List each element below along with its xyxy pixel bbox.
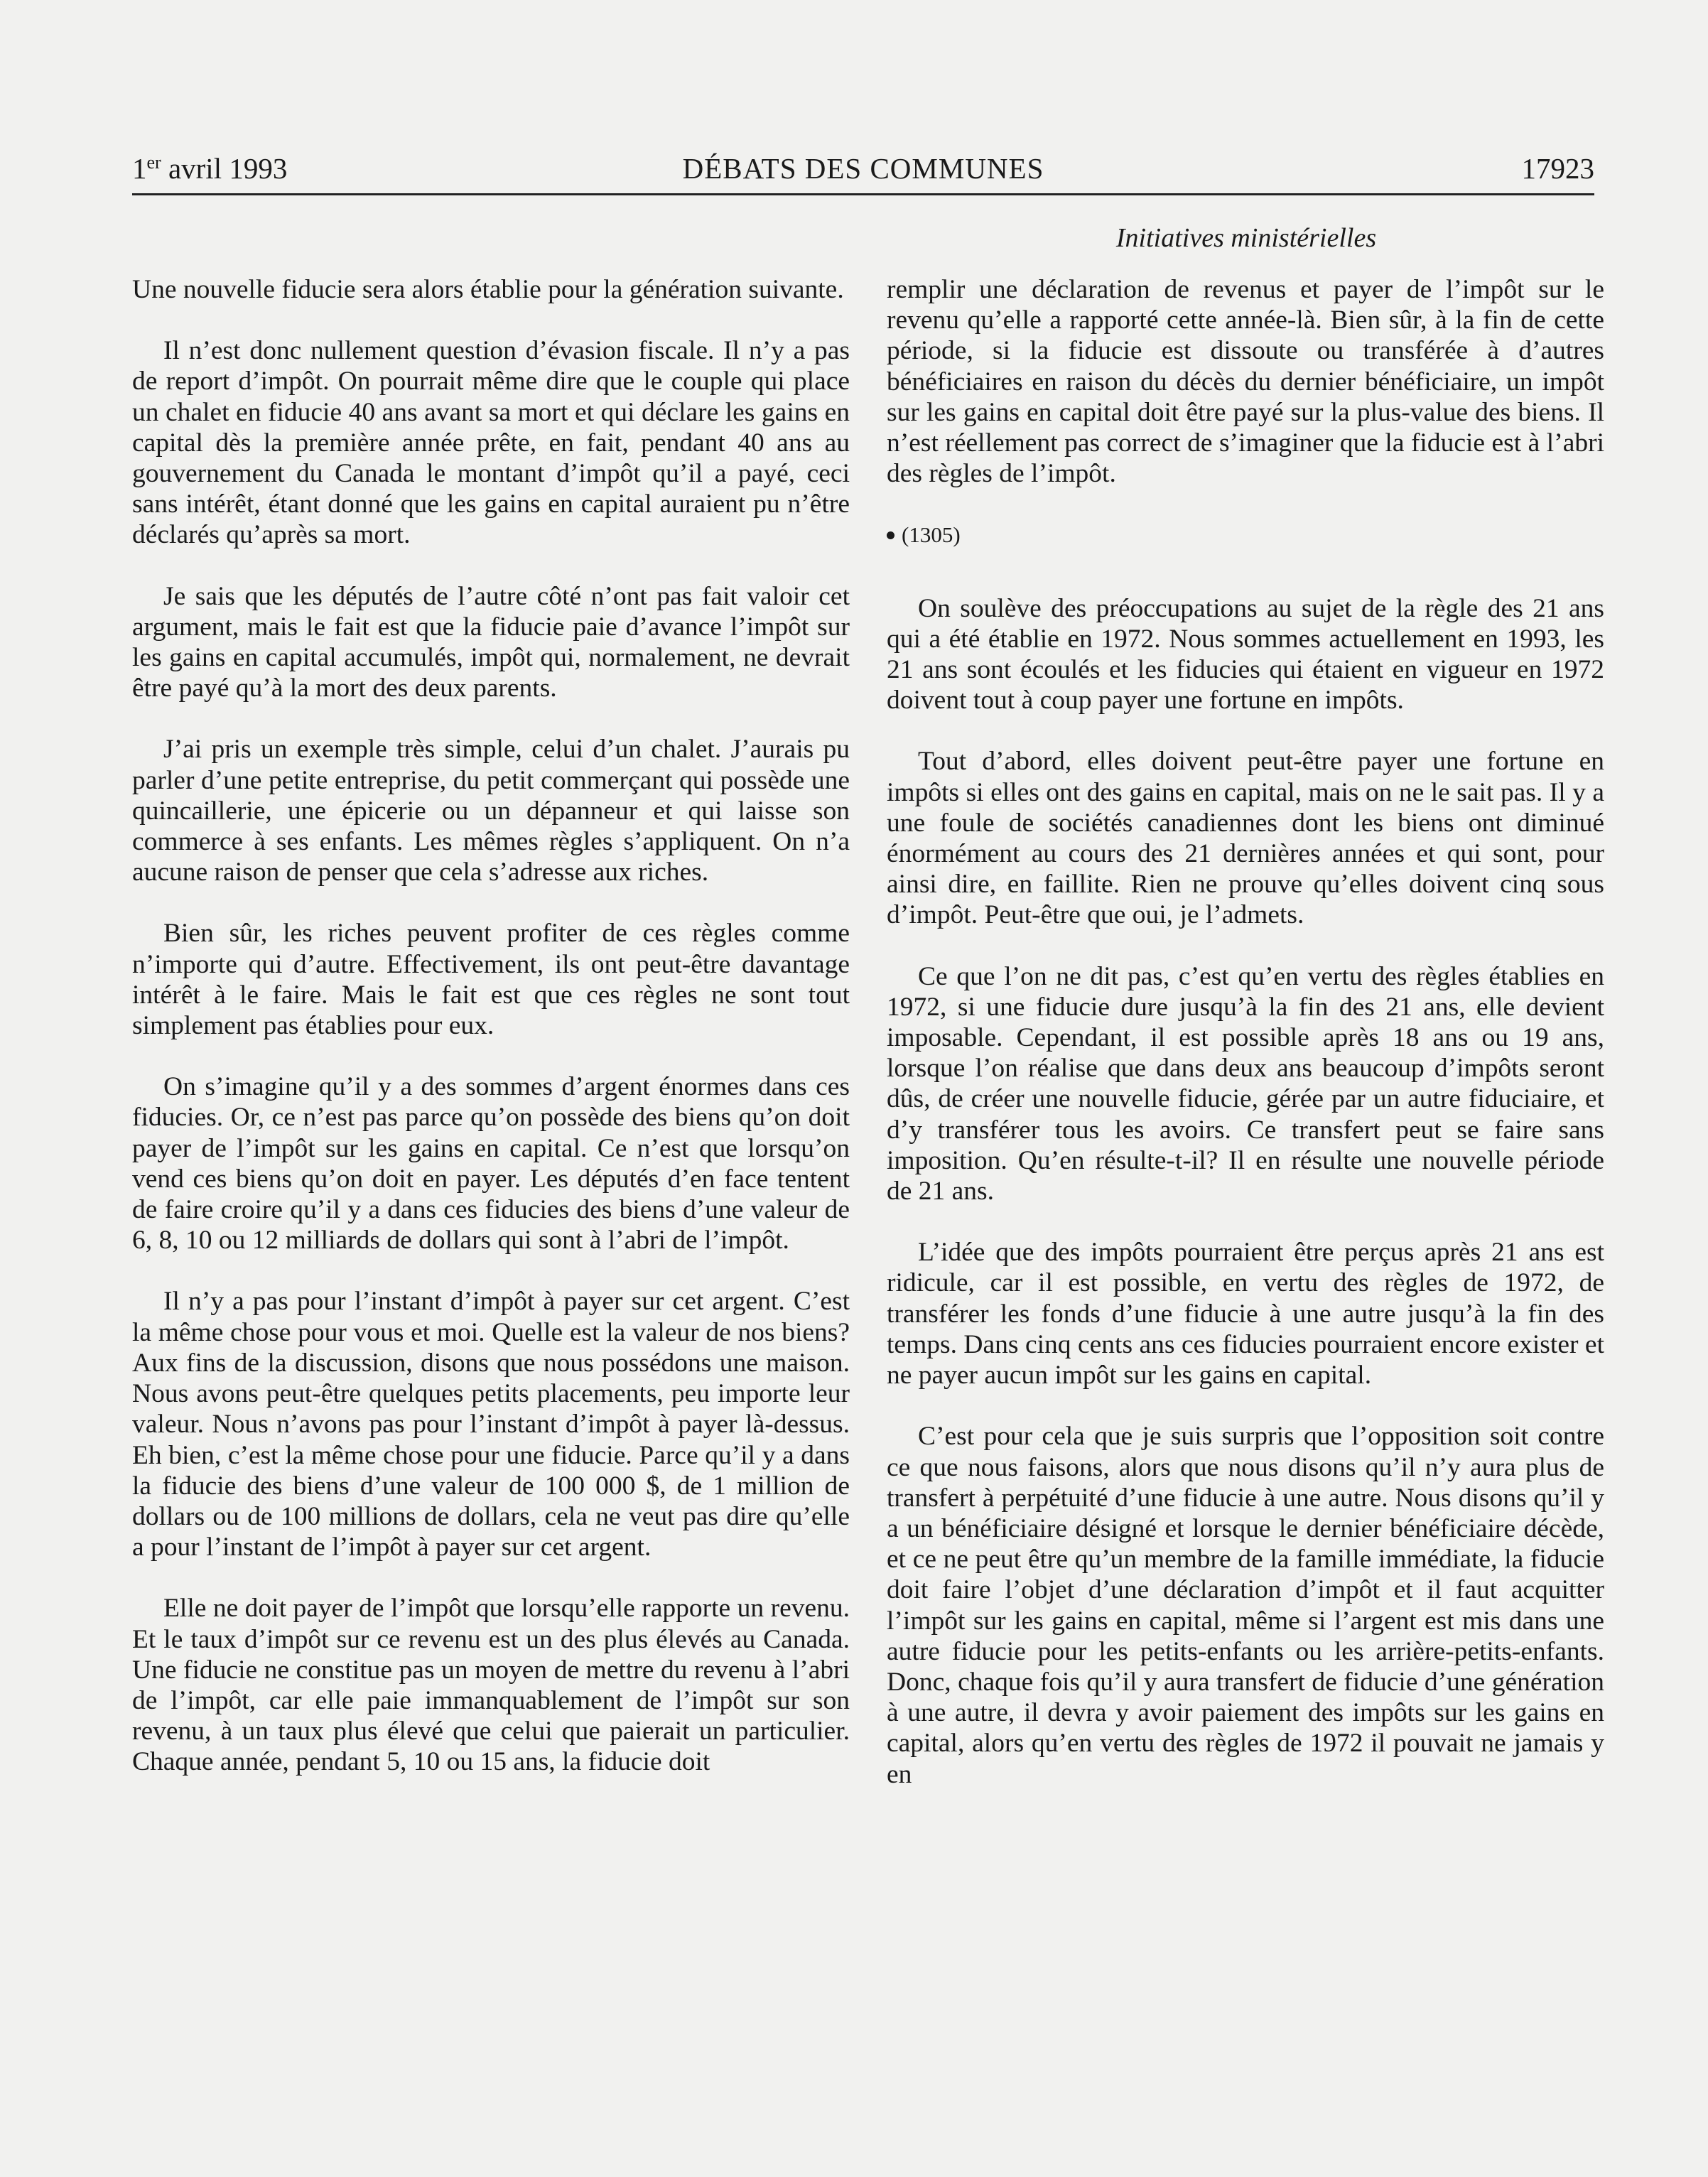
paragraph: Je sais que les députés de l’autre côté n’ont pas fait valoir cet argument, mais le fait est que la fiducie paie d’avance l’impôt sur les gains en capital accumulés, impôt qui, normalement, ne devrait être payé qu’à la mort des deux parents. [132,581,850,703]
header-date-day: 1 [132,152,147,185]
page-header [132,148,1594,195]
right-column [887,274,1604,1820]
paragraph: Bien sûr, les riches peuvent profiter de ces règles comme n’importe qui d’autre. Effectivement, ils ont peut-être davantage intérêt à le faire. Mais le fait est que ces règles ne sont tout simplement pas établies pour eux. [132,919,850,1041]
bullet-icon [887,531,894,539]
left-column [132,274,850,1808]
timestamp-marker [887,519,1604,550]
paragraph: C’est pour cela que je suis surpris que l’opposition soit contre ce que nous faisons, alors que nous disons qu’il n’y aura plus de transfert à perpétuité d’une fiducie à une autre. Nous disons qu’il y a un bénéficiaire désigné et lorsque le dernier bénéficiaire décède, et ce ne peut être qu’un membre de la famille immédiate, la fiducie doit faire l’objet d’une déclaration d’impôt et il faut acquitter l’impôt sur les gains en capital, même si l’argent est mis dans une autre fiducie pour les petits-enfants ou les arrière-petits-enfants. Donc, chaque fois qu’il y aura transfert de fiducie d’une génération à une autre, il devra y avoir paiement des impôts sur les gains en capital, alors qu’en vertu des règles de 1972 il pouvait ne jamais y en [887,1422,1604,1789]
paragraph: On soulève des préoccupations au sujet de la règle des 21 ans qui a été établie en 1972. Nous sommes actuellement en 1993, les 21 ans sont écoulés et les fiducies qui étaient en vigueur en 1972 doivent tout à coup payer une fortune en impôts. [887,593,1604,715]
paragraph: Ce que l’on ne dit pas, c’est qu’en vertu des règles établies en 1972, si une fiducie dure jusqu’à la fin des 21 ans, elle devient imposable. Cependant, il est possible après 18 ans ou 19 ans, lorsque l’on réalise que dans deux ans beaucoup d’impôts seront dûs, de créer une nouvelle fiducie, gérée par un autre fiduciaire, et d’y transférer tous les avoirs. Ce transfert peut se faire sans imposition. Qu’en résulte-t-il? Il en résulte une nouvelle période de 21 ans. [887,961,1604,1206]
header-date-rest: avril 1993 [161,152,288,185]
header-title: DÉBATS DES COMMUNES [682,152,1044,185]
paragraph: Elle ne doit payer de l’impôt que lorsqu’elle rapporte un revenu. Et le taux d’impôt sur ce revenu est un des plus élevés au Canada. Une fiducie ne constitue pas un moyen de mettre du revenu à l’abri de l’impôt, car elle paie immanquablement de l’impôt sur son revenu, à un taux plus élevé que celui que paierait un particulier. Chaque année, pendant 5, 10 ou 15 ans, la fiducie doit [132,1594,850,1777]
header-page-number: 17923 [1521,152,1594,185]
paragraph: On s’imagine qu’il y a des sommes d’argent énormes dans ces fiducies. Or, ce n’est pas parce qu’on possède des biens qu’on doit payer de l’impôt sur les gains en capital. Ce n’est que lorsqu’on vend ces biens qu’on doit en payer. Les députés d’en face tentent de faire croire qu’il y a dans ces fiducies des biens d’une valeur de 6, 8, 10 ou 12 milliards de dollars qui sont à l’abri de l’impôt. [132,1072,850,1255]
paragraph: Il n’y a pas pour l’instant d’impôt à payer sur cet argent. C’est la même chose pour vous et moi. Quelle est la valeur de nos biens? Aux fins de la discussion, disons que nous possédons une maison. Nous avons peut-être quelques petits placements, peu importe leur valeur. Nous n’avons pas pour l’instant d’impôt à payer là-dessus. Eh bien, c’est la même chose pour une fiducie. Parce qu’il y a dans la fiducie des biens d’une valeur de 100 000 $, de 1 million de dollars ou de 100 millions de dollars, cela ne veut pas dire qu’elle a pour l’instant de l’impôt à payer sur cet argent. [132,1287,850,1562]
section-label: Initiatives ministérielles [1115,223,1377,253]
paragraph: Tout d’abord, elles doivent peut-être payer une fortune en impôts si elles ont des gains en capital, mais on ne le sait pas. Il y a une foule de sociétés canadiennes dont les biens ont diminué énormément au cours des 21 dernières années et qui sont, pour ainsi dire, en faillite. Rien ne prouve qu’elles doivent cinq sous d’impôt. Peut-être que oui, je l’admets. [887,747,1604,930]
header-date-superscript: er [146,152,161,173]
paragraph: J’ai pris un exemple très simple, celui d’un chalet. J’aurais pu parler d’une petite entreprise, du petit commerçant qui possède une quincaillerie, une épicerie ou un dépanneur et qui laisse son commerce à ses enfants. Les mêmes règles s’appliquent. On n’a aucune raison de penser que cela s’adresse aux riches. [132,735,850,887]
paragraph: remplir une déclaration de revenus et payer de l’impôt sur le revenu qu’elle a rapporté cette année-là. Bien sûr, à la fin de cette période, si la fiducie est dissoute ou transférée à d’autres bénéficiaires en raison du décès du dernier bénéficiaire, un impôt sur les gains en capital doit être payé sur la plus-value des biens. Il n’est réellement pas correct de s’imaginer que la fiducie est à l’abri des règles de l’impôt. [887,275,1604,489]
paragraph: Il n’est donc nullement question d’évasion fiscale. Il n’y a pas de report d’impôt. On pourrait même dire que le couple qui place un chalet en fiducie 40 ans avant sa mort et qui déclare les gains en capital dès la première année prête, en fait, pendant 40 ans au gouvernement du Canada le montant d’impôt qu’il a payé, ceci sans intérêt, étant donné que les gains en capital auraient pu n’être déclarés qu’après sa mort. [132,336,850,550]
paragraph: L’idée que des impôts pourraient être perçus après 21 ans est ridicule, car il est possible, en vertu des règles de 1972, de transférer les fonds d’une fiducie à une autre jusqu’à la fin des temps. Dans cinq cents ans ces fiducies pourraient encore exister et ne payer aucun impôt sur les gains en capital. [887,1238,1604,1390]
paragraph: Une nouvelle fiducie sera alors établie pour la génération suivante. [132,275,844,304]
timestamp-text: (1305) [902,522,961,548]
